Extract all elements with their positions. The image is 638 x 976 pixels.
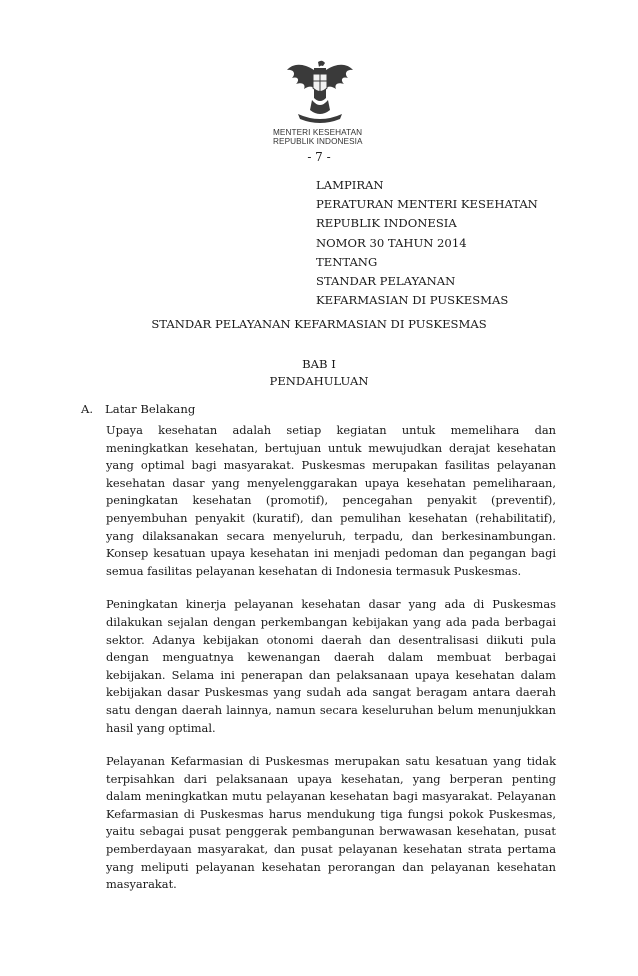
lampiran-line: LAMPIRAN	[316, 178, 384, 192]
body-text	[106, 422, 556, 910]
document-title: STANDAR PELAYANAN KEFARMASIAN DI PUSKESMAS	[151, 317, 487, 331]
lampiran-line: KEFARMASIAN DI PUSKESMAS	[316, 293, 509, 308]
ministry-label-line1: MENTERI KESEHATAN	[273, 128, 363, 137]
paragraph: Upaya kesehatan adalah setiap kegiatan untuk memelihara dan meningkatkan kesehatan, bertujuan untuk mewujudkan derajat kesehatan yang optimal bagi masyarakat. Puskesmas merupakan fasilitas pelayanan kesehatan dasar yang menyelenggarakan upaya kesehatan pemeliharaan, peningkatan kesehatan (promotif), pencegahan penyakit (preventif), penyembuhan penyakit (kuratif), dan pemulihan kesehatan (rehabilitatif), yang dilaksanakan secara menyeluruh, terpadu, dan berkesinambungan. Konsep kesatuan upaya kesehatan ini menjadi pedoman dan pegangan bagi semua fasilitas pelayanan kesehatan di Indonesia termasuk Puskesmas.	[106, 423, 556, 578]
paragraph: Peningkatan kinerja pelayanan kesehatan dasar yang ada di Puskesmas dilakukan sejalan dengan perkembangan kebijakan yang ada pada berbagai sektor. Adanya kebijakan otonomi daerah dan desentralisasi diikuti pula dengan menguatnya kewenangan daerah dalam membuat berbagai kebijakan. Selama ini penerapan dan pelaksanaan upaya kesehatan dalam kebijakan dasar Puskesmas yang sudah ada sangat beragam antara daerah satu dengan daerah lainnya, namun secara keseluruhan belum menunjukkan hasil yang optimal.	[106, 597, 556, 735]
lampiran-line: STANDAR PELAYANAN	[316, 274, 456, 289]
lampiran-line: NOMOR 30 TAHUN 2014	[316, 235, 467, 250]
ministry-label	[273, 128, 383, 146]
garuda-emblem-icon	[284, 56, 356, 128]
lampiran-line: TENTANG	[316, 254, 378, 269]
chapter-heading	[0, 356, 638, 390]
section-letter: A.	[81, 402, 94, 416]
page-number: - 7 -	[307, 150, 331, 164]
chapter-number: BAB I	[302, 357, 336, 371]
lampiran-line: REPUBLIK INDONESIA	[316, 216, 457, 231]
section-title: Latar Belakang	[105, 402, 196, 416]
lampiran-block	[316, 176, 538, 310]
chapter-title: PENDAHULUAN	[269, 374, 369, 388]
paragraph: Pelayanan Kefarmasian di Puskesmas merupakan satu kesatuan yang tidak terpisahkan dari pelaksanaan upaya kesehatan, yang berperan penting dalam meningkatkan mutu pelayanan kesehatan bagi masyarakat. Pelayanan Kefarmasian di Puskesmas harus mendukung tiga fungsi pokok Puskesmas, yaitu sebagai pusat penggerak pembangunan berwawasan kesehatan, pusat pemberdayaan masyarakat, dan pusat pelayanan kesehatan strata pertama yang meliputi pelayanan kesehatan perorangan dan pelayanan kesehatan masyarakat.	[106, 754, 556, 892]
ministry-label-line2: REPUBLIK INDONESIA	[273, 137, 363, 146]
lampiran-line: PERATURAN MENTERI KESEHATAN	[316, 197, 538, 212]
section-heading	[81, 402, 195, 416]
